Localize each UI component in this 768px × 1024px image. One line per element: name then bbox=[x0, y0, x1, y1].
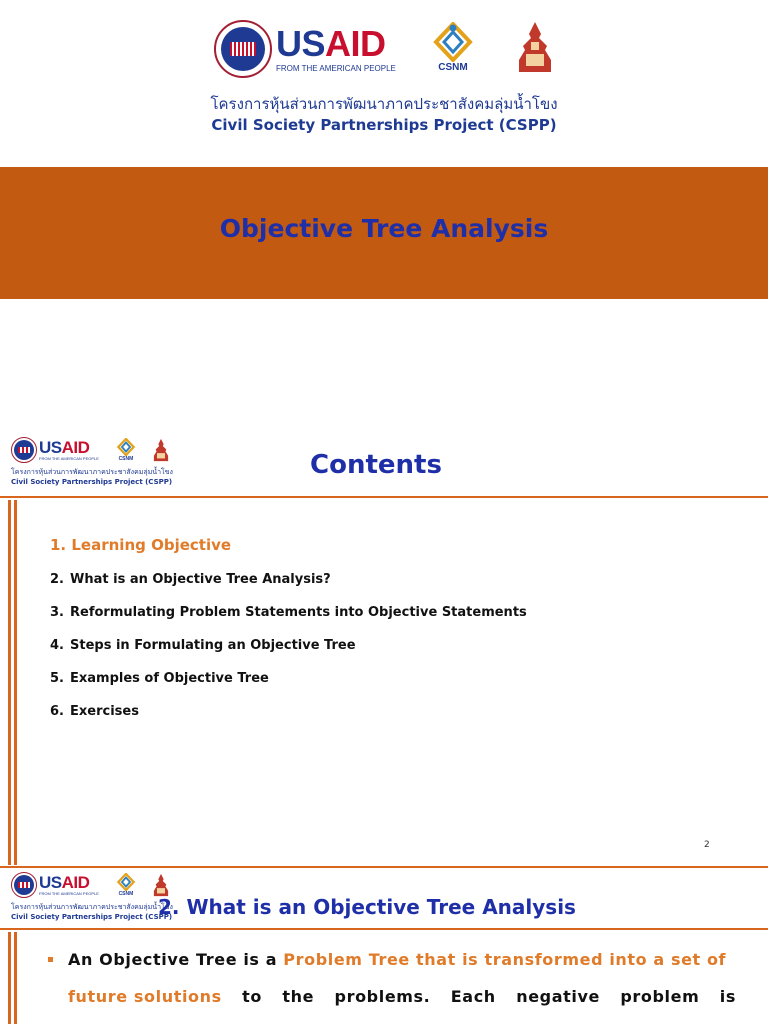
usaid-us-text: US bbox=[276, 22, 326, 64]
english-subtitle: Civil Society Partnerships Project (CSPP) bbox=[211, 116, 557, 134]
usaid-aid-text: AID bbox=[61, 873, 90, 892]
page-number: 2 bbox=[704, 840, 710, 850]
toc-item-number: 4. bbox=[50, 638, 64, 653]
csnm-logo bbox=[115, 873, 137, 897]
body-line-1 bbox=[68, 950, 726, 969]
toc-item bbox=[50, 572, 331, 587]
toc-item-number: 3. bbox=[50, 605, 64, 620]
csnm-label: CSNM bbox=[438, 62, 468, 73]
toc-item bbox=[50, 671, 269, 686]
university-emblem-icon bbox=[153, 437, 169, 463]
thai-subtitle: โครงการหุ้นส่วนการพัฒนาภาคประชาสังคมลุ่มน้ำโขง bbox=[11, 903, 173, 911]
body-text-plain: An Objective Tree is a bbox=[68, 950, 284, 969]
thai-subtitle: โครงการหุ้นส่วนการพัฒนาภาคประชาสังคมลุ่มน้ำโขง bbox=[210, 95, 558, 113]
left-rule bbox=[8, 500, 11, 865]
csnm-emblem-icon bbox=[115, 873, 137, 891]
usaid-aid-text: AID bbox=[61, 438, 90, 457]
toc-item bbox=[50, 536, 231, 554]
body-word: negative bbox=[516, 987, 600, 1006]
toc-item-label: Reformulating Problem Statements into Objective Statements bbox=[70, 605, 527, 620]
slide-title-text: Objective Tree Analysis bbox=[219, 214, 549, 243]
body-line-2 bbox=[68, 987, 736, 1006]
usaid-us-text: US bbox=[39, 438, 62, 457]
toc-item bbox=[50, 704, 139, 719]
small-logo-block bbox=[11, 872, 173, 921]
csnm-label: CSNM bbox=[118, 891, 134, 897]
english-subtitle: Civil Society Partnerships Project (CSPP) bbox=[11, 913, 173, 921]
body-text-highlight: Problem Tree that is transformed into a set of bbox=[283, 950, 727, 969]
english-subtitle: Civil Society Partnerships Project (CSPP) bbox=[11, 478, 173, 486]
university-emblem-icon bbox=[517, 20, 553, 74]
small-logo-block bbox=[11, 437, 173, 486]
thai-subtitle: โครงการหุ้นส่วนการพัฒนาภาคประชาสังคมลุ่มน้ำโขง bbox=[11, 468, 173, 476]
body-word: problem bbox=[620, 987, 700, 1006]
toc-item-label: Exercises bbox=[70, 704, 139, 719]
bullet-icon bbox=[48, 957, 53, 962]
body-word: problems. bbox=[334, 987, 431, 1006]
usaid-us-text: US bbox=[39, 873, 62, 892]
toc-item-label: Steps in Formulating an Objective Tree bbox=[70, 638, 356, 653]
section-title: 2. What is an Objective Tree Analysis bbox=[158, 895, 576, 919]
contents-title: Contents bbox=[310, 450, 442, 480]
usaid-seal-icon bbox=[11, 872, 37, 898]
left-rule bbox=[14, 500, 17, 865]
body-word: to bbox=[242, 987, 262, 1006]
toc-item bbox=[50, 638, 356, 653]
divider-line bbox=[0, 866, 768, 868]
divider-line bbox=[0, 928, 768, 930]
csnm-emblem-icon bbox=[115, 438, 137, 456]
left-rule bbox=[8, 932, 11, 1024]
usaid-aid-text: AID bbox=[325, 22, 386, 64]
toc-item-number: 2. bbox=[50, 572, 64, 587]
csnm-logo bbox=[115, 438, 137, 462]
csnm-logo bbox=[430, 22, 476, 73]
csnm-emblem-icon bbox=[430, 22, 476, 62]
usaid-logo bbox=[214, 20, 396, 78]
toc-item bbox=[50, 605, 527, 620]
usaid-seal-icon bbox=[11, 437, 37, 463]
csnm-label: CSNM bbox=[118, 456, 134, 462]
body-word: the bbox=[282, 987, 315, 1006]
toc-item-label: Learning Objective bbox=[71, 536, 232, 554]
toc-item-number: 6. bbox=[50, 704, 64, 719]
left-rule bbox=[14, 932, 17, 1024]
usaid-tagline: FROM THE AMERICAN PEOPLE bbox=[39, 891, 99, 896]
usaid-seal-icon bbox=[214, 20, 272, 78]
toc-item-number: 5. bbox=[50, 671, 64, 686]
body-word: is bbox=[719, 987, 736, 1006]
body-word: Each bbox=[450, 987, 496, 1006]
usaid-tagline: FROM THE AMERICAN PEOPLE bbox=[39, 456, 99, 461]
usaid-tagline: FROM THE AMERICAN PEOPLE bbox=[276, 63, 396, 73]
toc-item-label: Examples of Objective Tree bbox=[70, 671, 269, 686]
body-text-highlight: future solutions bbox=[68, 987, 222, 1006]
toc-item-label: What is an Objective Tree Analysis? bbox=[70, 572, 331, 587]
divider-line bbox=[0, 496, 768, 498]
toc-item-number: 1. bbox=[50, 536, 67, 554]
